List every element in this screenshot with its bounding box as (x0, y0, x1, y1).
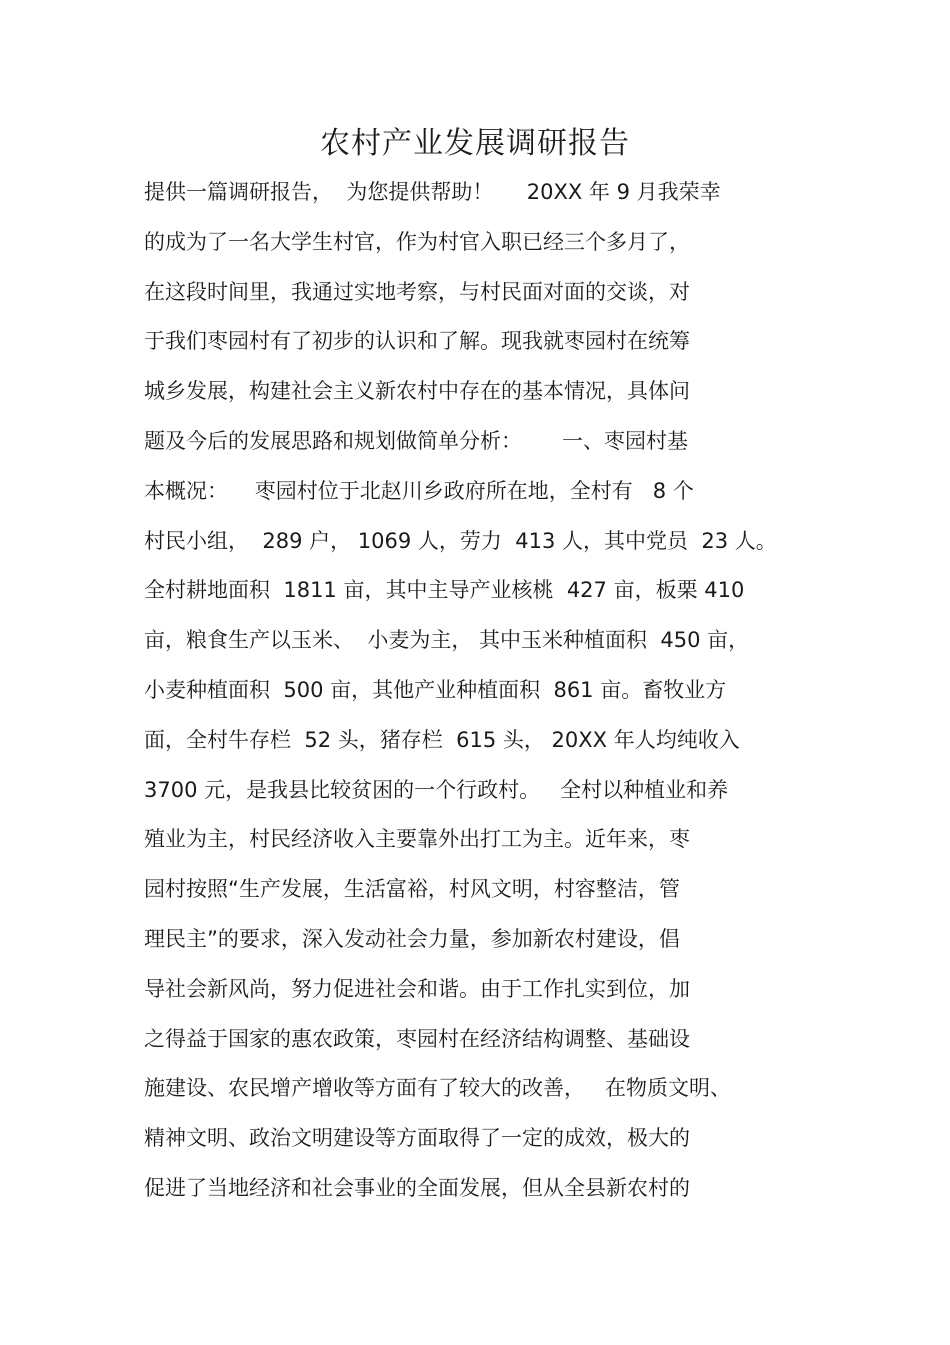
body-line-8: 村民小组， 289 户， 1069 人，劳力 413 人，其中党员 23 人。 (144, 528, 777, 553)
body-line-3: 在这段时间里，我通过实地考察，与村民面对面的交谈，对 (144, 279, 690, 304)
body-line-10: 亩，粮食生产以玉米、 小麦为主， 其中玉米种植面积 450 亩， (144, 628, 750, 653)
body-line-5: 城乡发展，构建社会主义新农村中存在的基本情况，具体问 (144, 379, 690, 404)
document-body (144, 168, 824, 1214)
body-line-6: 题及今后的发展思路和规划做简单分析： 一、枣园村基 (144, 428, 689, 453)
body-line-14: 殖业为主，村民经济收入主要靠外出打工为主。近年来，枣 (144, 827, 690, 852)
body-line-11: 小麦种植面积 500 亩，其他产业种植面积 861 亩。畜牧业方 (144, 677, 727, 702)
body-line-15: 园村按照“生产发展，生活富裕，村风文明，村容整洁，管 (144, 877, 680, 902)
body-line-9: 全村耕地面积 1811 亩，其中主导产业核桃 427 亩，板栗 410 (144, 578, 745, 603)
body-line-17: 导社会新风尚，努力促进社会和谐。由于工作扎实到位，加 (144, 976, 690, 1001)
body-line-18: 之得益于国家的惠农政策，枣园村在经济结构调整、基础设 (144, 1026, 690, 1051)
body-line-13: 3700 元，是我县比较贫困的一个行政村。 全村以种植业和养 (144, 777, 729, 802)
body-line-16: 理民主”的要求，深入发动社会力量，参加新农村建设，倡 (144, 926, 680, 951)
body-line-20: 精神文明、政治文明建设等方面取得了一定的成效，极大的 (144, 1126, 690, 1151)
body-line-12: 面，全村牛存栏 52 头，猪存栏 615 头， 20XX 年人均纯收入 (144, 727, 740, 752)
body-line-1: 提供一篇调研报告， 为您提供帮助！ 20XX 年 9 月我荣幸 (144, 180, 721, 204)
body-line-2: 的成为了一名大学生村官，作为村官入职已经三个多月了， (144, 229, 690, 254)
body-line-19: 施建设、农民增产增收等方面有了较大的改善， 在物质文明、 (144, 1076, 732, 1101)
body-line-4: 于我们枣园村有了初步的认识和了解。现我就枣园村在统筹 (144, 329, 690, 354)
body-line-7: 本概况： 枣园村位于北赵川乡政府所在地，全村有 8 个 (144, 478, 694, 503)
document-title: 农村产业发展调研报告 (320, 126, 630, 161)
body-line-21: 促进了当地经济和社会事业的全面发展，但从全县新农村的 (144, 1175, 690, 1200)
